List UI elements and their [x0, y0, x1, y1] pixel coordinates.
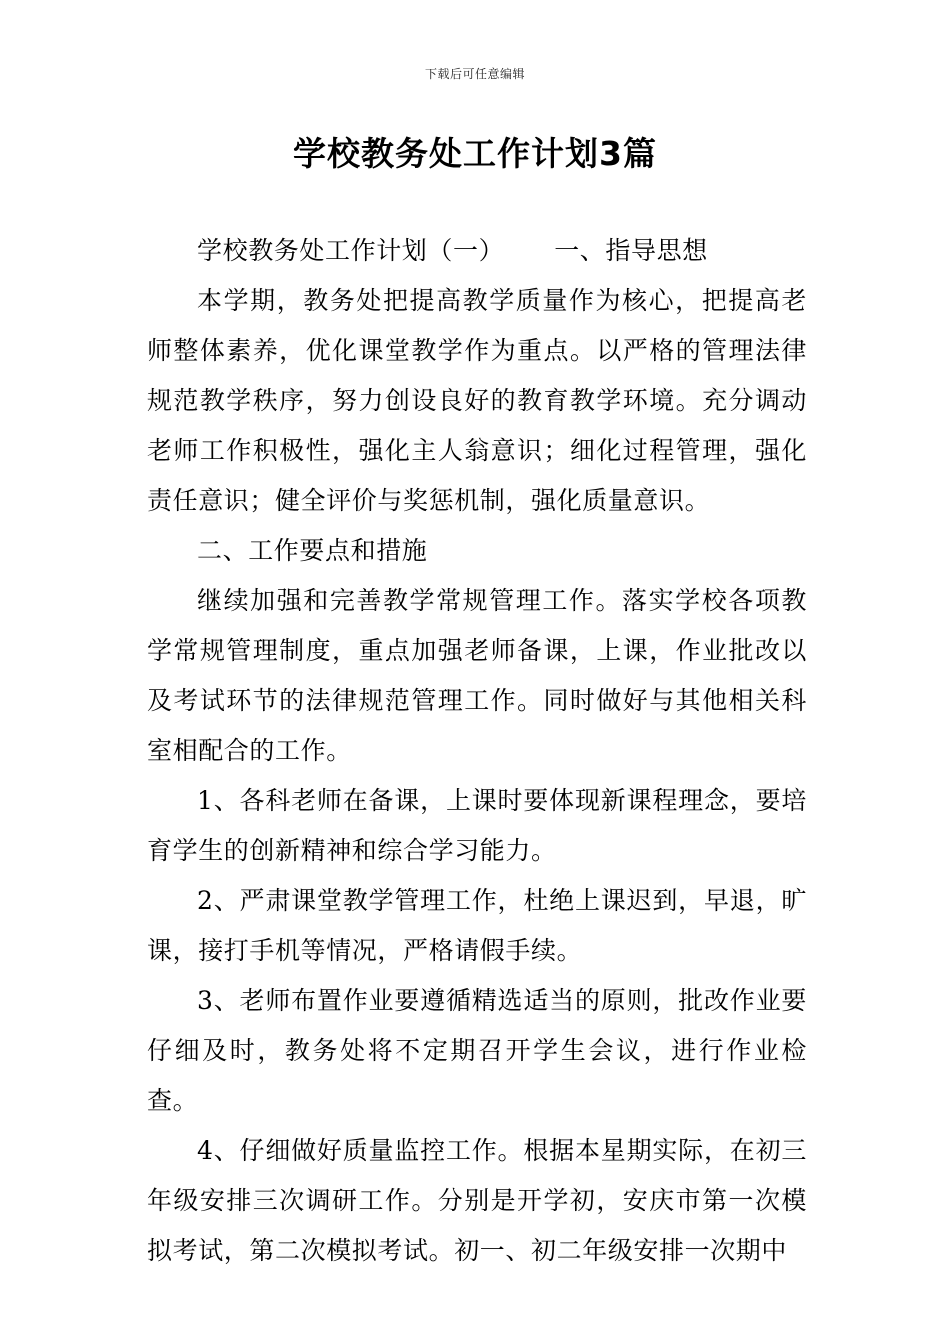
paragraph-item-3: 3、老师布置作业要遵循精选适当的原则，批改作业要仔细及时，教务处将不定期召开学生会议，进行作业检查。 — [147, 986, 807, 1115]
paragraph-routine-management: 继续加强和完善教学常规管理工作。落实学校各项教学常规管理制度，重点加强老师备课，上课，作业批改以及考试环节的法律规范管理工作。同时做好与其他相关科室相配合的工作。 — [147, 586, 807, 765]
paragraph-item-4: 4、仔细做好质量监控工作。根据本星期实际，在初三年级安排三次调研工作。分别是开学初，安庆市第一次模拟考试，第二次模拟考试。初一、初二年级安排一次期中 — [147, 1136, 807, 1265]
paragraph-item-1: 1、各科老师在备课，上课时要体现新课程理念，要培育学生的创新精神和综合学习能力。 — [147, 786, 807, 865]
paragraph-item-2: 2、严肃课堂教学管理工作，杜绝上课迟到，早退，旷课，接打手机等情况，严格请假手续。 — [147, 886, 807, 965]
document-body — [147, 226, 807, 1276]
document-title: 学校教务处工作计划3篇 — [293, 134, 657, 173]
plan-label: 学校教务处工作计划（一） — [197, 236, 505, 265]
section-heading — [147, 226, 807, 276]
paragraph-work-points-heading: 二、工作要点和措施 — [197, 536, 428, 565]
header-note: 下载后可任意编辑 — [424, 67, 525, 81]
paragraph-guiding-thought: 本学期，教务处把提高教学质量作为核心，把提高老师整体素养，优化课堂教学作为重点。以严格的管理法律规范教学秩序，努力创设良好的教育教学环境。充分调动老师工作积极性，强化主人翁意识；细化过程管理，强化责任意识；健全评价与奖惩机制，强化质量意识。 — [147, 286, 807, 515]
first-point-heading: 一、指导思想 — [554, 236, 708, 265]
